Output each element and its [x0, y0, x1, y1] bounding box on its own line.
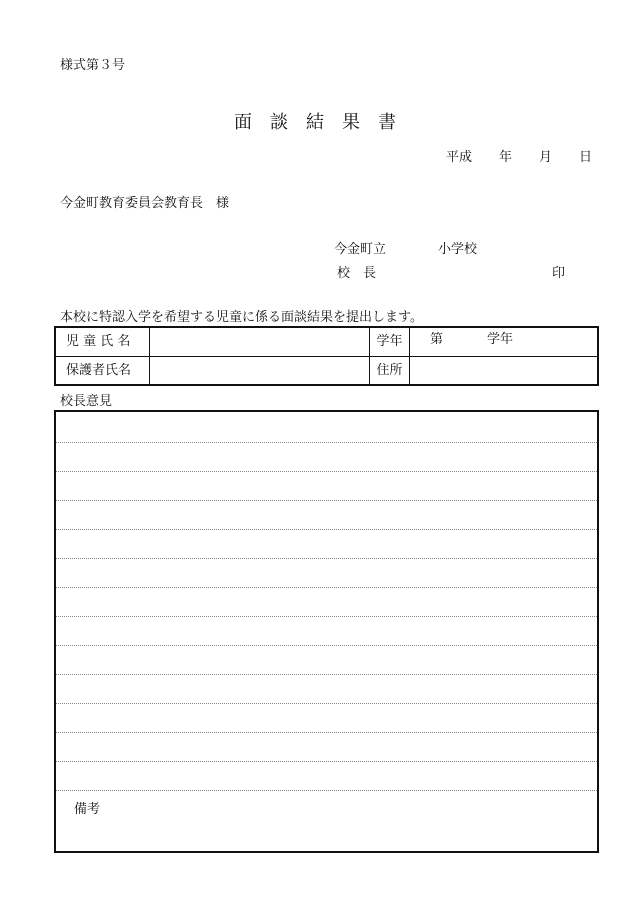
opinion-box[interactable] [54, 410, 599, 853]
ruled-line [56, 703, 597, 704]
principal-label: 校 長 [337, 266, 377, 281]
grade-prefix: 第 [430, 332, 444, 347]
date-day: 日 [579, 150, 593, 165]
form-number: 様式第３号 [60, 58, 126, 73]
school-prefix: 今金町立 [334, 242, 387, 257]
grade-label: 学年 [370, 328, 410, 356]
ruled-line [56, 587, 597, 588]
title-char: 果 [342, 112, 360, 133]
seal-mark: 印 [552, 266, 566, 281]
date-month: 月 [539, 150, 553, 165]
date-year: 年 [499, 150, 513, 165]
date-era: 平成 [446, 150, 473, 165]
ruled-line [56, 558, 597, 559]
ruled-line [56, 761, 597, 762]
grade-field[interactable] [410, 328, 597, 356]
remarks-label: 備考 [74, 802, 101, 817]
ruled-line [56, 471, 597, 472]
guardian-name-label: 保護者氏名 [56, 357, 150, 385]
opinion-heading: 校長意見 [60, 394, 113, 409]
grade-suffix: 学年 [487, 332, 514, 347]
ruled-line [56, 616, 597, 617]
info-table [54, 326, 599, 386]
date-line [446, 146, 592, 165]
ruled-line [56, 645, 597, 646]
statement: 本校に特認入学を希望する児童に係る面談結果を提出します。 [60, 310, 423, 325]
table-row-child [56, 328, 597, 357]
address-field[interactable] [410, 357, 597, 385]
principal-line [337, 262, 565, 281]
school-suffix: 小学校 [438, 242, 478, 257]
child-name-field[interactable] [150, 328, 370, 356]
address-label: 住所 [370, 357, 410, 385]
table-row-guardian [56, 357, 597, 385]
title-char: 書 [378, 112, 396, 133]
document-title [0, 108, 630, 134]
title-char: 面 [234, 112, 252, 133]
ruled-line [56, 790, 597, 791]
addressee: 今金町教育委員会教育長 様 [60, 196, 230, 211]
ruled-line [56, 674, 597, 675]
guardian-name-field[interactable] [150, 357, 370, 385]
child-name-label: 児 童 氏 名 [56, 328, 150, 356]
ruled-line [56, 529, 597, 530]
school-line [334, 238, 477, 257]
ruled-line [56, 442, 597, 443]
title-char: 結 [306, 112, 324, 133]
ruled-line [56, 500, 597, 501]
title-char: 談 [270, 112, 288, 133]
ruled-line [56, 732, 597, 733]
